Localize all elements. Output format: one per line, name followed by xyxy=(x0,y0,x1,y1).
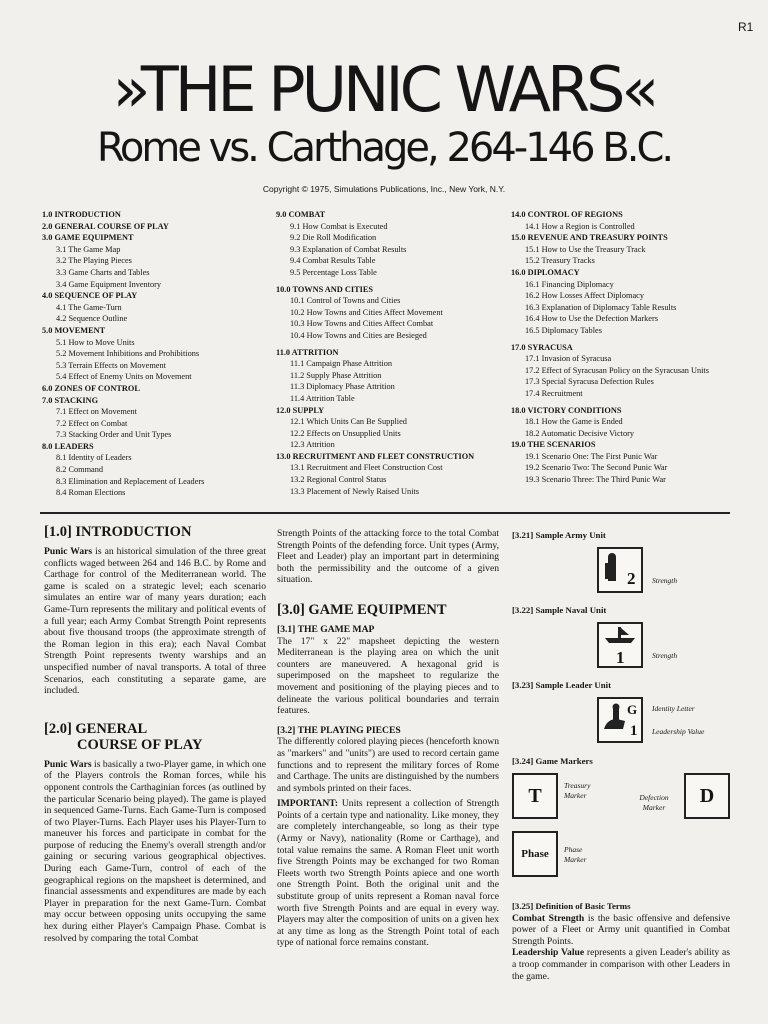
toc-section: 19.0 THE SCENARIOS xyxy=(511,440,596,450)
markers-heading: [3.24] Game Markers xyxy=(512,756,593,766)
combat-continuation: Strength Points of the attacking force to the total Combat Strength Points of the defending force. Unit types (Army, Fleet and Leader) play an important part in determining both the permissibility and the outcome of a given situation. xyxy=(277,528,499,586)
phase-label-2: Marker xyxy=(564,855,587,864)
toc-subsection: 5.1 How to Move Units xyxy=(56,337,135,347)
equipment-heading: [3.0] GAME EQUIPMENT xyxy=(277,601,447,618)
important-text xyxy=(277,798,499,949)
treasury-label xyxy=(564,781,590,801)
leader-identity-letter: G xyxy=(627,702,638,717)
leadership-value-term: Leadership Value xyxy=(512,947,585,959)
toc-subsection: 13.2 Regional Control Status xyxy=(290,475,387,485)
defection-label-2: Marker xyxy=(642,803,666,812)
toc-section: 16.0 DIPLOMACY xyxy=(511,267,580,277)
toc-subsection: 19.3 Scenario Three: The Third Punic War xyxy=(525,475,666,485)
toc-section: 8.0 LEADERS xyxy=(42,441,94,451)
ship-icon xyxy=(599,624,641,646)
toc-subsection: 16.4 How to Use the Defection Markers xyxy=(525,314,658,324)
leadership-value-text: represents a given Leader's ability as a troop commander in comparison with other Leaders in the game. xyxy=(512,947,730,982)
toc-section: 11.0 ATTRITION xyxy=(276,347,339,357)
body-column-2 xyxy=(277,528,499,949)
important-lead: IMPORTANT: xyxy=(277,798,339,810)
army-unit-counter xyxy=(597,547,643,593)
toc-section: 9.0 COMBAT xyxy=(276,210,326,219)
phase-marker: Phase xyxy=(512,831,558,877)
treasury-label-2: Marker xyxy=(564,791,587,800)
toc-section: 5.0 MOVEMENT xyxy=(42,325,106,335)
army-sample-heading: [3.21] Sample Army Unit xyxy=(512,530,606,540)
army-strength-label: Strength xyxy=(652,576,678,585)
toc-subsection: 14.1 How a Region is Controlled xyxy=(525,221,635,231)
section-divider xyxy=(40,512,730,514)
phase-label xyxy=(564,845,587,865)
general-heading: [2.0] GENERAL xyxy=(44,720,148,737)
toc-subsection: 3.1 The Game Map xyxy=(56,244,121,254)
toc-section: 4.0 SEQUENCE OF PLAY xyxy=(42,291,138,301)
toc-section: 6.0 ZONES OF CONTROL xyxy=(42,383,140,393)
map-text: The 17" x 22" mapsheet depicting the western Mediterranean is the playing area on which the unit counters are maneuvered. A hexagonal grid is superimposed on the mapsheet to regularize the movement and positioning of the playing pieces and to delineate the various political boundaries and terrain features. xyxy=(277,635,499,717)
toc-subsection: 16.3 Explanation of Diplomacy Table Results xyxy=(525,302,677,312)
map-heading: [3.1] THE GAME MAP xyxy=(277,623,375,635)
toc-subsection: 7.2 Effect on Combat xyxy=(56,418,128,428)
toc-subsection: 10.3 How Towns and Cities Affect Combat xyxy=(290,319,434,329)
toc-subsection: 13.1 Recruitment and Fleet Construction Cost xyxy=(290,463,443,473)
toc-subsection: 11.4 Attrition Table xyxy=(290,393,355,403)
toc-subsection: 9.4 Combat Results Table xyxy=(290,256,376,266)
toc-subsection: 17.4 Recruitment xyxy=(525,388,583,398)
toc-subsection: 9.1 How Combat is Executed xyxy=(290,221,388,231)
toc-subsection: 3.3 Game Charts and Tables xyxy=(56,267,150,277)
leadership-value-def xyxy=(512,947,730,982)
toc-subsection: 16.5 Diplomacy Tables xyxy=(525,325,602,335)
toc-subsection: 7.1 Effect on Movement xyxy=(56,407,137,417)
naval-unit-counter xyxy=(597,622,643,668)
toc-subsection: 15.1 How to Use the Treasury Track xyxy=(525,244,646,254)
toc-section: 15.0 REVENUE AND TREASURY POINTS xyxy=(511,233,668,243)
toc-subsection: 19.2 Scenario Two: The Second Punic War xyxy=(525,463,668,473)
toc-section: 13.0 RECRUITMENT AND FLEET CONSTRUCTION xyxy=(276,451,475,461)
leader-unit-counter xyxy=(597,697,643,743)
toc-subsection: 10.1 Control of Towns and Cities xyxy=(290,296,401,306)
toc-subsection: 17.3 Special Syracusa Defection Rules xyxy=(525,377,654,387)
basic-terms xyxy=(512,901,730,982)
defection-label xyxy=(628,793,680,813)
toc-subsection: 12.1 Which Units Can Be Supplied xyxy=(290,417,407,427)
toc-subsection: 9.3 Explanation of Combat Results xyxy=(290,244,407,254)
toc-subsection: 19.1 Scenario One: The First Punic War xyxy=(525,451,658,461)
terms-heading: [3.25] Definition of Basic Terms xyxy=(512,901,631,911)
leader-value-label: Leadership Value xyxy=(652,727,705,736)
toc-subsection: 4.1 The Game-Turn xyxy=(56,302,122,312)
toc-section: 1.0 INTRODUCTION xyxy=(42,210,121,219)
phase-label-1: Phase xyxy=(564,845,583,854)
toc-subsection: 13.3 Placement of Newly Raised Units xyxy=(290,486,420,496)
toc-subsection: 5.3 Terrain Effects on Movement xyxy=(56,360,166,370)
toc-subsection: 5.4 Effect of Enemy Units on Movement xyxy=(56,372,192,382)
leader-sample-heading: [3.23] Sample Leader Unit xyxy=(512,680,612,690)
intro-body: is an historical simulation of the three great conflicts waged between 264 and 146 B.C. by Rome and Carthage for control of the Mediterranean world. The game is scaled on a strategic level; each scenario simulates an entire war of many years duration; each Game-Turn represents the military and political events of a full year; each Army Combat Strength Point represents about five thousand troops (the approximate strength of the Roman legion in this era); each Naval Combat Strength Point represents twenty warships and an unspecified number of naval transports. A total of three Scenarios, each constituting a separate game, are included. xyxy=(44,546,266,697)
toc-subsection: 11.3 Diplomacy Phase Attrition xyxy=(290,382,395,392)
toc-section: 14.0 CONTROL OF REGIONS xyxy=(511,210,623,219)
toc-subsection: 16.2 How Losses Affect Diplomacy xyxy=(525,291,644,301)
toc-section: 3.0 GAME EQUIPMENT xyxy=(42,233,134,243)
toc-subsection: 8.4 Roman Elections xyxy=(56,488,126,498)
intro-lead: Punic Wars xyxy=(44,546,93,557)
toc-subsection: 15.2 Treasury Tracks xyxy=(525,256,595,266)
page-id: R1 xyxy=(738,20,754,34)
treasury-label-1: Treasury xyxy=(564,781,591,790)
toc-column-1 xyxy=(42,209,267,499)
general-heading-2: COURSE OF PLAY xyxy=(77,736,203,753)
toc-subsection: 17.1 Invasion of Syracusa xyxy=(525,354,612,364)
toc-subsection: 12.2 Effects on Unsupplied Units xyxy=(290,428,401,438)
combat-strength-term: Combat Strength xyxy=(512,912,585,924)
combat-strength-text: is the basic offensive and defensive power of a Fleet or Army unit quantified in Combat Strength Points. xyxy=(512,912,730,947)
intro-text xyxy=(44,546,266,697)
naval-strength-label: Strength xyxy=(652,651,678,660)
toc-column-2 xyxy=(276,209,506,497)
leader-value: 1 xyxy=(630,723,638,739)
toc-section: 18.0 VICTORY CONDITIONS xyxy=(511,405,622,415)
toc-subsection: 3.4 Game Equipment Inventory xyxy=(56,279,162,289)
defection-label-1: Defection xyxy=(639,793,669,802)
toc-section: 7.0 STACKING xyxy=(42,395,99,405)
toc-subsection: 10.2 How Towns and Cities Affect Movement xyxy=(290,307,443,317)
naval-strength-value: 1 xyxy=(616,648,625,667)
toc-subsection: 3.2 The Playing Pieces xyxy=(56,256,132,266)
pieces-heading: [3.2] THE PLAYING PIECES xyxy=(277,724,401,736)
toc-subsection: 7.3 Stacking Order and Unit Types xyxy=(56,430,172,440)
game-title: »THE PUNIC WARS« xyxy=(112,53,656,126)
treasury-marker: T xyxy=(512,773,558,819)
toc-subsection: 18.2 Automatic Decisive Victory xyxy=(525,428,635,438)
toc-subsection: 10.4 How Towns and Cities are Besieged xyxy=(290,330,427,340)
intro-heading: [1.0] INTRODUCTION xyxy=(44,524,192,540)
important-body: Units represent a collection of Strength Points of a certain type and nationality. Like money, they are completely interchangeable, so long as their type (Army or Navy), nationality (Rome or Carthage), and total value remains the same. A Roman Fleet unit worth five Strength Points may be exchanged for two Roman Fleets worth two Strength Points apiece and one worth one Strength Point. Both the original unit and the substitute group of units represent a Roman naval force worth five Strength Points and are equal in every way. Players may alter the composition of units on a given hex at any time as long as the Strength Point total of each type of national force remains constant. xyxy=(277,798,499,949)
toc-section: 10.0 TOWNS AND CITIES xyxy=(276,284,373,294)
toc-subsection: 11.2 Supply Phase Attrition xyxy=(290,370,382,380)
toc-subsection: 12.3 Attrition xyxy=(290,440,335,450)
naval-sample-heading: [3.22] Sample Naval Unit xyxy=(512,605,607,615)
toc-subsection: 5.2 Movement Inhibitions and Prohibitions xyxy=(56,349,200,359)
toc-section: 12.0 SUPPLY xyxy=(276,405,325,415)
toc-subsection: 8.3 Elimination and Replacement of Leaders xyxy=(56,476,205,486)
toc-subsection: 8.2 Command xyxy=(56,465,104,475)
toc-subsection: 11.1 Campaign Phase Attrition xyxy=(290,359,393,369)
toc-subsection: 16.1 Financing Diplomacy xyxy=(525,279,614,289)
toc-subsection: 17.2 Effect of Syracusan Policy on the Syracusan Units xyxy=(525,365,709,375)
toc-subsection: 4.2 Sequence Outline xyxy=(56,314,128,324)
toc-subsection: 18.1 How the Game is Ended xyxy=(525,417,623,427)
pieces-text: The differently colored playing pieces (henceforth known as "markers" and "units") are used to record certain game functions and to represent the military forces of Rome and Carthage. The units are distinguished by the numbers and symbols printed on their faces. xyxy=(277,736,499,794)
game-subtitle: Rome vs. Carthage, 264-146 B.C. xyxy=(96,125,672,171)
toc-section: 2.0 GENERAL COURSE OF PLAY xyxy=(42,221,169,231)
toc-subsection: 9.2 Die Roll Modification xyxy=(290,233,377,243)
toc-subsection: 9.5 Percentage Loss Table xyxy=(290,267,377,277)
toc-column-3 xyxy=(511,209,736,486)
general-body: is basically a two-Player game, in which one of the Players controls the Roman forces, while his opponent controls the Carthaginian forces (as outlined by the particular Scenario being played). The game is played in sequenced Game-Turns. Each Game-Turn is composed of two Player-Turns. Each Player uses his Player-Turn to maneuver his forces and participate in combat for the purpose of reducing the Enemy's overall strength and/or gaining or securing various geographical objectives. During each Game-Turn, control of each of the geographical regions on the mapsheet is determined, and financial assessments and expenditures are made by each Player in preparation for the next Game-Turn. Combat may occur between opposing units occupying the same hex during either Player's Campaign Phase. Combat is resolved by comparing the total Combat xyxy=(44,758,266,944)
defection-marker: D xyxy=(684,773,730,819)
copyright-line: Copyright © 1975, Simulations Publications, Inc., New York, N.Y. xyxy=(262,184,506,194)
general-text xyxy=(44,759,266,945)
leader-identity-label: Identity Letter xyxy=(652,704,695,713)
body-column-1 xyxy=(44,524,266,944)
general-lead: Punic Wars xyxy=(44,758,92,770)
combat-strength-def xyxy=(512,913,730,948)
army-strength-value: 2 xyxy=(627,569,636,588)
toc-subsection: 8.1 Identity of Leaders xyxy=(56,453,132,463)
toc-section: 17.0 SYRACUSA xyxy=(511,342,573,352)
